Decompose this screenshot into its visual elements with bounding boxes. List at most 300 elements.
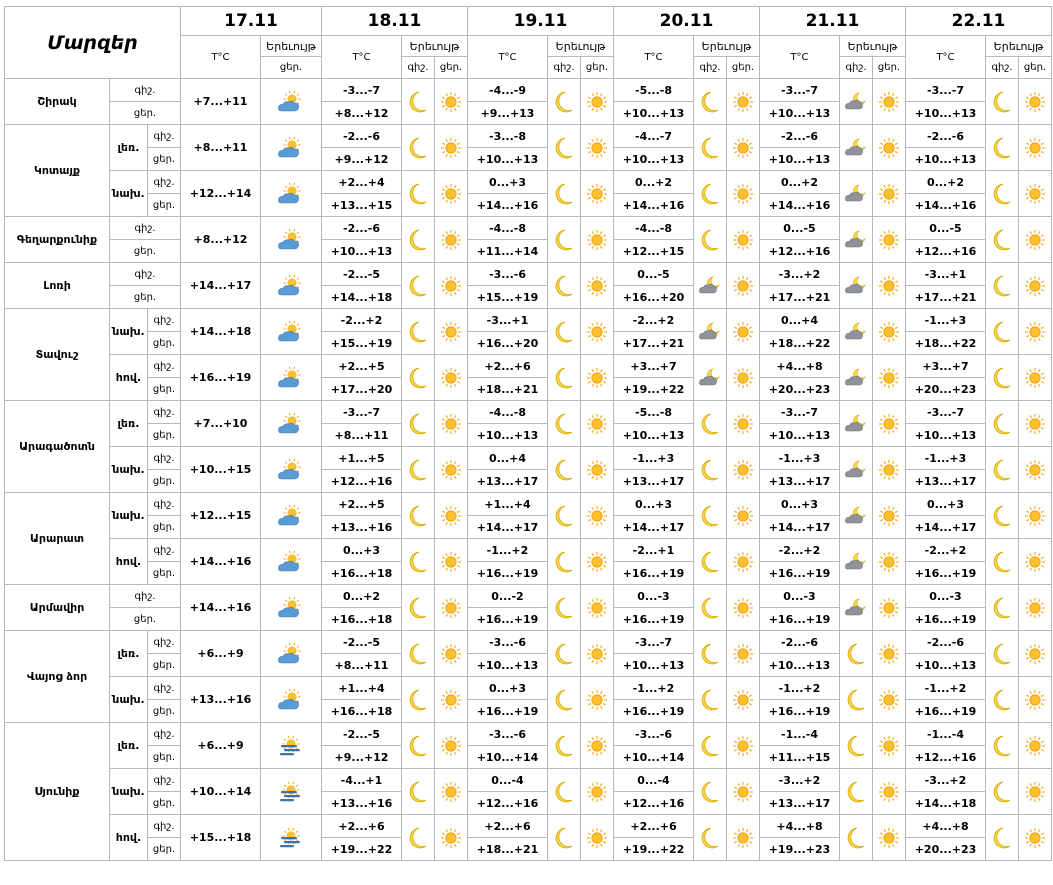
region-name: Սյունիք bbox=[5, 723, 110, 861]
night-phenomenon-cell bbox=[402, 539, 435, 585]
day-temp-cell: +6...+9 bbox=[181, 723, 261, 769]
moon-icon bbox=[986, 182, 1018, 206]
partly-cloudy-icon bbox=[261, 228, 321, 252]
night-temp-cell: -3...-8 bbox=[468, 125, 548, 148]
day-temp-cell: +10...+13 bbox=[614, 654, 694, 677]
temp-header: T°C bbox=[614, 36, 694, 79]
day-phenomenon-cell bbox=[873, 723, 906, 769]
day-temp-cell: +9...+13 bbox=[468, 102, 548, 125]
night-phenomenon-cell bbox=[840, 309, 873, 355]
zone-label: նախ. bbox=[110, 309, 148, 355]
partly-cloudy-icon bbox=[261, 320, 321, 344]
date-header: 22.11 bbox=[906, 7, 1052, 36]
day-temp-cell: +13...+15 bbox=[322, 194, 402, 217]
day-temp-cell: +13...+17 bbox=[468, 470, 548, 493]
night-phenomenon-cell bbox=[548, 125, 581, 171]
day-temp-cell: +16...+20 bbox=[468, 332, 548, 355]
table-row bbox=[5, 585, 1052, 608]
sun-fog-icon bbox=[261, 734, 321, 758]
phenomenon-header: Երեւույթ bbox=[548, 36, 614, 57]
night-phenomenon-cell bbox=[840, 677, 873, 723]
day-temp-cell: +12...+16 bbox=[906, 746, 986, 769]
day-temp-cell: +13...+17 bbox=[760, 470, 840, 493]
table-row bbox=[5, 815, 1052, 838]
night-temp-cell: -3...+1 bbox=[906, 263, 986, 286]
day-temp-cell: +16...+19 bbox=[614, 608, 694, 631]
night-phenomenon-cell bbox=[548, 631, 581, 677]
sun-icon bbox=[727, 275, 759, 297]
night-temp-cell: 0...+3 bbox=[906, 493, 986, 516]
moon-icon bbox=[548, 458, 580, 482]
day-temp-cell: +8...+11 bbox=[322, 654, 402, 677]
night-phenomenon-cell bbox=[986, 815, 1019, 861]
night-phenomenon-cell bbox=[694, 217, 727, 263]
day-label: ցեր. bbox=[148, 194, 181, 217]
moon-icon bbox=[694, 504, 726, 528]
moon-icon bbox=[548, 320, 580, 344]
day-temp-cell: +14...+18 bbox=[181, 309, 261, 355]
day-phenomenon-cell bbox=[727, 447, 760, 493]
sun-icon bbox=[581, 321, 613, 343]
day-phenomenon-cell bbox=[261, 401, 322, 447]
day-phenomenon-cell bbox=[581, 631, 614, 677]
moon-icon bbox=[986, 504, 1018, 528]
night-temp-cell: -4...+1 bbox=[322, 769, 402, 792]
partly-cloudy-icon bbox=[261, 458, 321, 482]
day-subheader: ցեր. bbox=[873, 57, 906, 79]
phenomenon-header: Երեւույթ bbox=[986, 36, 1052, 57]
day-phenomenon-cell bbox=[581, 79, 614, 125]
night-phenomenon-cell bbox=[986, 79, 1019, 125]
night-temp-cell: -3...-7 bbox=[760, 401, 840, 424]
night-temp-cell: 0...-5 bbox=[614, 263, 694, 286]
cloud-moon-icon bbox=[840, 229, 872, 251]
night-temp-cell: +2...+5 bbox=[322, 493, 402, 516]
sun-icon bbox=[727, 91, 759, 113]
region-name: Արմավիր bbox=[5, 585, 110, 631]
cloud-moon-icon bbox=[840, 275, 872, 297]
night-phenomenon-cell bbox=[986, 769, 1019, 815]
day-phenomenon-cell bbox=[727, 401, 760, 447]
night-temp-cell: 0...-4 bbox=[614, 769, 694, 792]
sun-icon bbox=[873, 137, 905, 159]
day-label: ցեր. bbox=[148, 424, 181, 447]
day-temp-cell: +14...+18 bbox=[906, 792, 986, 815]
moon-icon bbox=[694, 826, 726, 850]
day-temp-cell: +16...+19 bbox=[468, 562, 548, 585]
table-row bbox=[5, 493, 1052, 516]
night-temp-cell: -1...+3 bbox=[760, 447, 840, 470]
moon-icon bbox=[694, 136, 726, 160]
sun-icon bbox=[727, 413, 759, 435]
moon-icon bbox=[548, 734, 580, 758]
table-row bbox=[5, 631, 1052, 654]
night-temp-cell: 0...+2 bbox=[322, 585, 402, 608]
partly-cloudy-icon bbox=[261, 412, 321, 436]
day-phenomenon-cell bbox=[435, 769, 468, 815]
moon-icon bbox=[548, 642, 580, 666]
phenomenon-header: Երեւույթ bbox=[261, 36, 322, 57]
night-temp-cell: +2...+4 bbox=[322, 171, 402, 194]
night-temp-cell: 0...-3 bbox=[906, 585, 986, 608]
date-header: 18.11 bbox=[322, 7, 468, 36]
region-name: Գեղարքունիք bbox=[5, 217, 110, 263]
night-phenomenon-cell bbox=[548, 769, 581, 815]
sun-icon bbox=[873, 413, 905, 435]
night-subheader: գիշ. bbox=[694, 57, 727, 79]
night-temp-cell: -2...-5 bbox=[322, 631, 402, 654]
day-phenomenon-cell bbox=[873, 677, 906, 723]
night-label: գիշ. bbox=[110, 217, 181, 240]
day-temp-cell: +8...+12 bbox=[322, 102, 402, 125]
day-label: ցեր. bbox=[148, 470, 181, 493]
day-phenomenon-cell bbox=[261, 493, 322, 539]
day-label: ցեր. bbox=[110, 240, 181, 263]
day-phenomenon-cell bbox=[581, 585, 614, 631]
sun-icon bbox=[435, 367, 467, 389]
day-phenomenon-cell bbox=[1019, 401, 1052, 447]
moon-icon bbox=[402, 182, 434, 206]
night-temp-cell: +3...+7 bbox=[906, 355, 986, 378]
zone-label: նախ. bbox=[110, 493, 148, 539]
night-temp-cell: +2...+6 bbox=[322, 815, 402, 838]
sun-icon bbox=[873, 91, 905, 113]
day-phenomenon-cell bbox=[873, 401, 906, 447]
day-phenomenon-cell bbox=[435, 631, 468, 677]
sun-icon bbox=[727, 781, 759, 803]
day-phenomenon-cell bbox=[873, 493, 906, 539]
sun-icon bbox=[1019, 689, 1051, 711]
day-temp-cell: +19...+22 bbox=[614, 838, 694, 861]
temp-header: T°C bbox=[322, 36, 402, 79]
sun-icon bbox=[581, 597, 613, 619]
day-temp-cell: +16...+19 bbox=[760, 562, 840, 585]
sun-icon bbox=[435, 781, 467, 803]
night-temp-cell: -3...+1 bbox=[468, 309, 548, 332]
zone-label: լեռ. bbox=[110, 631, 148, 677]
sun-icon bbox=[873, 781, 905, 803]
moon-icon bbox=[694, 550, 726, 574]
day-phenomenon-cell bbox=[727, 171, 760, 217]
day-label: ցեր. bbox=[148, 700, 181, 723]
day-subheader: ցեր. bbox=[435, 57, 468, 79]
night-phenomenon-cell bbox=[986, 171, 1019, 217]
day-temp-cell: +14...+17 bbox=[906, 516, 986, 539]
moon-icon bbox=[548, 90, 580, 114]
night-temp-cell: -3...-7 bbox=[322, 79, 402, 102]
night-phenomenon-cell bbox=[402, 355, 435, 401]
night-temp-cell: -1...+2 bbox=[760, 677, 840, 700]
sun-icon bbox=[435, 505, 467, 527]
day-temp-cell: +9...+12 bbox=[322, 746, 402, 769]
night-phenomenon-cell bbox=[694, 539, 727, 585]
partly-cloudy-icon bbox=[261, 642, 321, 666]
day-temp-cell: +16...+18 bbox=[322, 700, 402, 723]
moon-icon bbox=[548, 550, 580, 574]
table-row bbox=[5, 125, 1052, 148]
night-phenomenon-cell bbox=[548, 79, 581, 125]
night-phenomenon-cell bbox=[694, 79, 727, 125]
day-temp-cell: +15...+19 bbox=[468, 286, 548, 309]
moon-icon bbox=[986, 642, 1018, 666]
night-temp-cell: 0...+2 bbox=[760, 171, 840, 194]
table-row bbox=[5, 355, 1052, 378]
night-phenomenon-cell bbox=[402, 677, 435, 723]
sun-icon bbox=[435, 827, 467, 849]
day-temp-cell: +18...+21 bbox=[468, 378, 548, 401]
moon-icon bbox=[986, 412, 1018, 436]
day-phenomenon-cell bbox=[873, 447, 906, 493]
night-phenomenon-cell bbox=[986, 447, 1019, 493]
sun-icon bbox=[435, 413, 467, 435]
cloud-moon-icon bbox=[840, 321, 872, 343]
moon-icon bbox=[986, 458, 1018, 482]
sun-icon bbox=[1019, 183, 1051, 205]
night-label: գիշ. bbox=[110, 585, 181, 608]
day-label: ցեր. bbox=[148, 746, 181, 769]
day-subheader: ցեր. bbox=[1019, 57, 1052, 79]
day-phenomenon-cell bbox=[727, 355, 760, 401]
night-phenomenon-cell bbox=[840, 79, 873, 125]
moon-icon bbox=[402, 596, 434, 620]
sun-icon bbox=[1019, 459, 1051, 481]
sun-icon bbox=[435, 551, 467, 573]
temp-header: T°C bbox=[906, 36, 986, 79]
sun-icon bbox=[727, 505, 759, 527]
zone-label: հով. bbox=[110, 815, 148, 861]
day-label: ցեր. bbox=[148, 792, 181, 815]
day-temp-cell: +16...+19 bbox=[760, 700, 840, 723]
night-temp-cell: -2...+2 bbox=[760, 539, 840, 562]
night-phenomenon-cell bbox=[548, 677, 581, 723]
date-header: 21.11 bbox=[760, 7, 906, 36]
night-temp-cell: -4...-8 bbox=[614, 217, 694, 240]
day-phenomenon-cell bbox=[435, 723, 468, 769]
sun-icon bbox=[1019, 367, 1051, 389]
night-phenomenon-cell bbox=[986, 217, 1019, 263]
sun-icon bbox=[581, 505, 613, 527]
moon-icon bbox=[402, 504, 434, 528]
day-subheader: ցեր. bbox=[261, 57, 322, 79]
day-temp-cell: +10...+13 bbox=[906, 424, 986, 447]
day-label: ցեր. bbox=[110, 286, 181, 309]
day-temp-cell: +18...+22 bbox=[760, 332, 840, 355]
day-temp-cell: +14...+18 bbox=[322, 286, 402, 309]
day-temp-cell: +17...+20 bbox=[322, 378, 402, 401]
moon-icon bbox=[986, 688, 1018, 712]
day-phenomenon-cell bbox=[727, 309, 760, 355]
day-phenomenon-cell bbox=[435, 447, 468, 493]
sun-icon bbox=[873, 735, 905, 757]
day-temp-cell: +16...+19 bbox=[906, 562, 986, 585]
night-temp-cell: -3...+2 bbox=[760, 769, 840, 792]
night-phenomenon-cell bbox=[694, 171, 727, 217]
partly-cloudy-icon bbox=[261, 90, 321, 114]
table-row bbox=[5, 401, 1052, 424]
day-label: ցեր. bbox=[148, 838, 181, 861]
day-temp-cell: +16...+19 bbox=[906, 700, 986, 723]
cloud-moon-icon bbox=[694, 321, 726, 343]
day-temp-cell: +10...+13 bbox=[614, 424, 694, 447]
partly-cloudy-icon bbox=[261, 182, 321, 206]
day-label: ցեր. bbox=[148, 332, 181, 355]
night-phenomenon-cell bbox=[694, 309, 727, 355]
day-phenomenon-cell bbox=[261, 723, 322, 769]
night-temp-cell: -3...-6 bbox=[468, 723, 548, 746]
moon-icon bbox=[986, 320, 1018, 344]
night-label: գիշ. bbox=[148, 539, 181, 562]
day-phenomenon-cell bbox=[261, 263, 322, 309]
sun-icon bbox=[873, 183, 905, 205]
night-phenomenon-cell bbox=[402, 769, 435, 815]
day-temp-cell: +16...+19 bbox=[760, 608, 840, 631]
night-temp-cell: 0...-3 bbox=[614, 585, 694, 608]
sun-icon bbox=[1019, 91, 1051, 113]
night-temp-cell: -3...-7 bbox=[906, 401, 986, 424]
night-phenomenon-cell bbox=[402, 401, 435, 447]
day-phenomenon-cell bbox=[261, 769, 322, 815]
sun-icon bbox=[581, 413, 613, 435]
night-temp-cell: +2...+6 bbox=[468, 815, 548, 838]
day-temp-cell: +14...+16 bbox=[181, 539, 261, 585]
night-subheader: գիշ. bbox=[402, 57, 435, 79]
night-temp-cell: -5...-8 bbox=[614, 79, 694, 102]
moon-icon bbox=[402, 274, 434, 298]
day-phenomenon-cell bbox=[1019, 263, 1052, 309]
day-phenomenon-cell bbox=[873, 585, 906, 631]
moon-icon bbox=[986, 228, 1018, 252]
night-phenomenon-cell bbox=[840, 125, 873, 171]
moon-icon bbox=[840, 734, 872, 758]
sun-icon bbox=[581, 137, 613, 159]
night-label: գիշ. bbox=[148, 125, 181, 148]
sun-icon bbox=[435, 91, 467, 113]
sun-icon bbox=[435, 643, 467, 665]
night-label: գիշ. bbox=[110, 263, 181, 286]
sun-icon bbox=[1019, 229, 1051, 251]
night-temp-cell: 0...+3 bbox=[322, 539, 402, 562]
sun-icon bbox=[873, 367, 905, 389]
region-name: Տավուշ bbox=[5, 309, 110, 401]
sun-icon bbox=[873, 321, 905, 343]
night-phenomenon-cell bbox=[840, 585, 873, 631]
day-phenomenon-cell bbox=[581, 125, 614, 171]
day-phenomenon-cell bbox=[727, 723, 760, 769]
day-phenomenon-cell bbox=[581, 171, 614, 217]
sun-icon bbox=[873, 275, 905, 297]
night-label: գիշ. bbox=[110, 79, 181, 102]
zone-label: նախ. bbox=[110, 447, 148, 493]
day-temp-cell: +14...+16 bbox=[760, 194, 840, 217]
moon-icon bbox=[402, 780, 434, 804]
night-phenomenon-cell bbox=[402, 815, 435, 861]
day-temp-cell: +18...+21 bbox=[468, 838, 548, 861]
day-temp-cell: +10...+13 bbox=[906, 148, 986, 171]
day-phenomenon-cell bbox=[435, 171, 468, 217]
night-temp-cell: 0...+4 bbox=[760, 309, 840, 332]
table-row bbox=[5, 723, 1052, 746]
night-phenomenon-cell bbox=[840, 401, 873, 447]
night-phenomenon-cell bbox=[840, 539, 873, 585]
night-phenomenon-cell bbox=[548, 217, 581, 263]
night-label: գիշ. bbox=[148, 723, 181, 746]
day-temp-cell: +10...+13 bbox=[468, 148, 548, 171]
night-phenomenon-cell bbox=[548, 447, 581, 493]
day-phenomenon-cell bbox=[873, 125, 906, 171]
night-temp-cell: -2...+1 bbox=[614, 539, 694, 562]
night-phenomenon-cell bbox=[402, 79, 435, 125]
day-phenomenon-cell bbox=[873, 769, 906, 815]
partly-cloudy-icon bbox=[261, 366, 321, 390]
moon-icon bbox=[694, 458, 726, 482]
night-phenomenon-cell bbox=[986, 401, 1019, 447]
moon-icon bbox=[548, 366, 580, 390]
sun-icon bbox=[727, 367, 759, 389]
sun-icon bbox=[1019, 551, 1051, 573]
day-temp-cell: +12...+16 bbox=[614, 792, 694, 815]
moon-icon bbox=[402, 136, 434, 160]
day-phenomenon-cell bbox=[1019, 585, 1052, 631]
day-phenomenon-cell bbox=[1019, 539, 1052, 585]
sun-icon bbox=[435, 275, 467, 297]
day-phenomenon-cell bbox=[1019, 769, 1052, 815]
night-temp-cell: -2...+2 bbox=[322, 309, 402, 332]
day-temp-cell: +14...+17 bbox=[468, 516, 548, 539]
day-label: ցեր. bbox=[110, 102, 181, 125]
sun-icon bbox=[435, 137, 467, 159]
day-phenomenon-cell bbox=[435, 585, 468, 631]
sun-icon bbox=[1019, 137, 1051, 159]
table-row bbox=[5, 309, 1052, 332]
sun-icon bbox=[727, 229, 759, 251]
sun-icon bbox=[581, 689, 613, 711]
moon-icon bbox=[402, 228, 434, 252]
night-subheader: գիշ. bbox=[986, 57, 1019, 79]
day-label: ցեր. bbox=[110, 608, 181, 631]
day-label: ցեր. bbox=[148, 148, 181, 171]
sun-icon bbox=[873, 827, 905, 849]
day-phenomenon-cell bbox=[435, 263, 468, 309]
day-phenomenon-cell bbox=[435, 355, 468, 401]
day-subheader: ցեր. bbox=[581, 57, 614, 79]
day-temp-cell: +14...+16 bbox=[614, 194, 694, 217]
night-label: գիշ. bbox=[148, 447, 181, 470]
day-temp-cell: +19...+22 bbox=[322, 838, 402, 861]
day-temp-cell: +13...+16 bbox=[322, 516, 402, 539]
day-temp-cell: +10...+13 bbox=[760, 102, 840, 125]
sun-icon bbox=[873, 597, 905, 619]
sun-icon bbox=[873, 229, 905, 251]
day-phenomenon-cell bbox=[873, 171, 906, 217]
day-phenomenon-cell bbox=[435, 539, 468, 585]
night-temp-cell: -4...-8 bbox=[468, 217, 548, 240]
night-label: գիշ. bbox=[148, 171, 181, 194]
sun-icon bbox=[1019, 321, 1051, 343]
moon-icon bbox=[548, 826, 580, 850]
night-temp-cell: 0...+3 bbox=[760, 493, 840, 516]
day-temp-cell: +10...+14 bbox=[181, 769, 261, 815]
night-temp-cell: -4...-9 bbox=[468, 79, 548, 102]
sun-icon bbox=[435, 321, 467, 343]
day-temp-cell: +16...+19 bbox=[468, 700, 548, 723]
day-temp-cell: +12...+16 bbox=[322, 470, 402, 493]
night-temp-cell: +1...+4 bbox=[468, 493, 548, 516]
night-phenomenon-cell bbox=[840, 493, 873, 539]
sun-icon bbox=[581, 183, 613, 205]
night-temp-cell: +4...+8 bbox=[760, 815, 840, 838]
night-phenomenon-cell bbox=[986, 493, 1019, 539]
day-phenomenon-cell bbox=[873, 355, 906, 401]
